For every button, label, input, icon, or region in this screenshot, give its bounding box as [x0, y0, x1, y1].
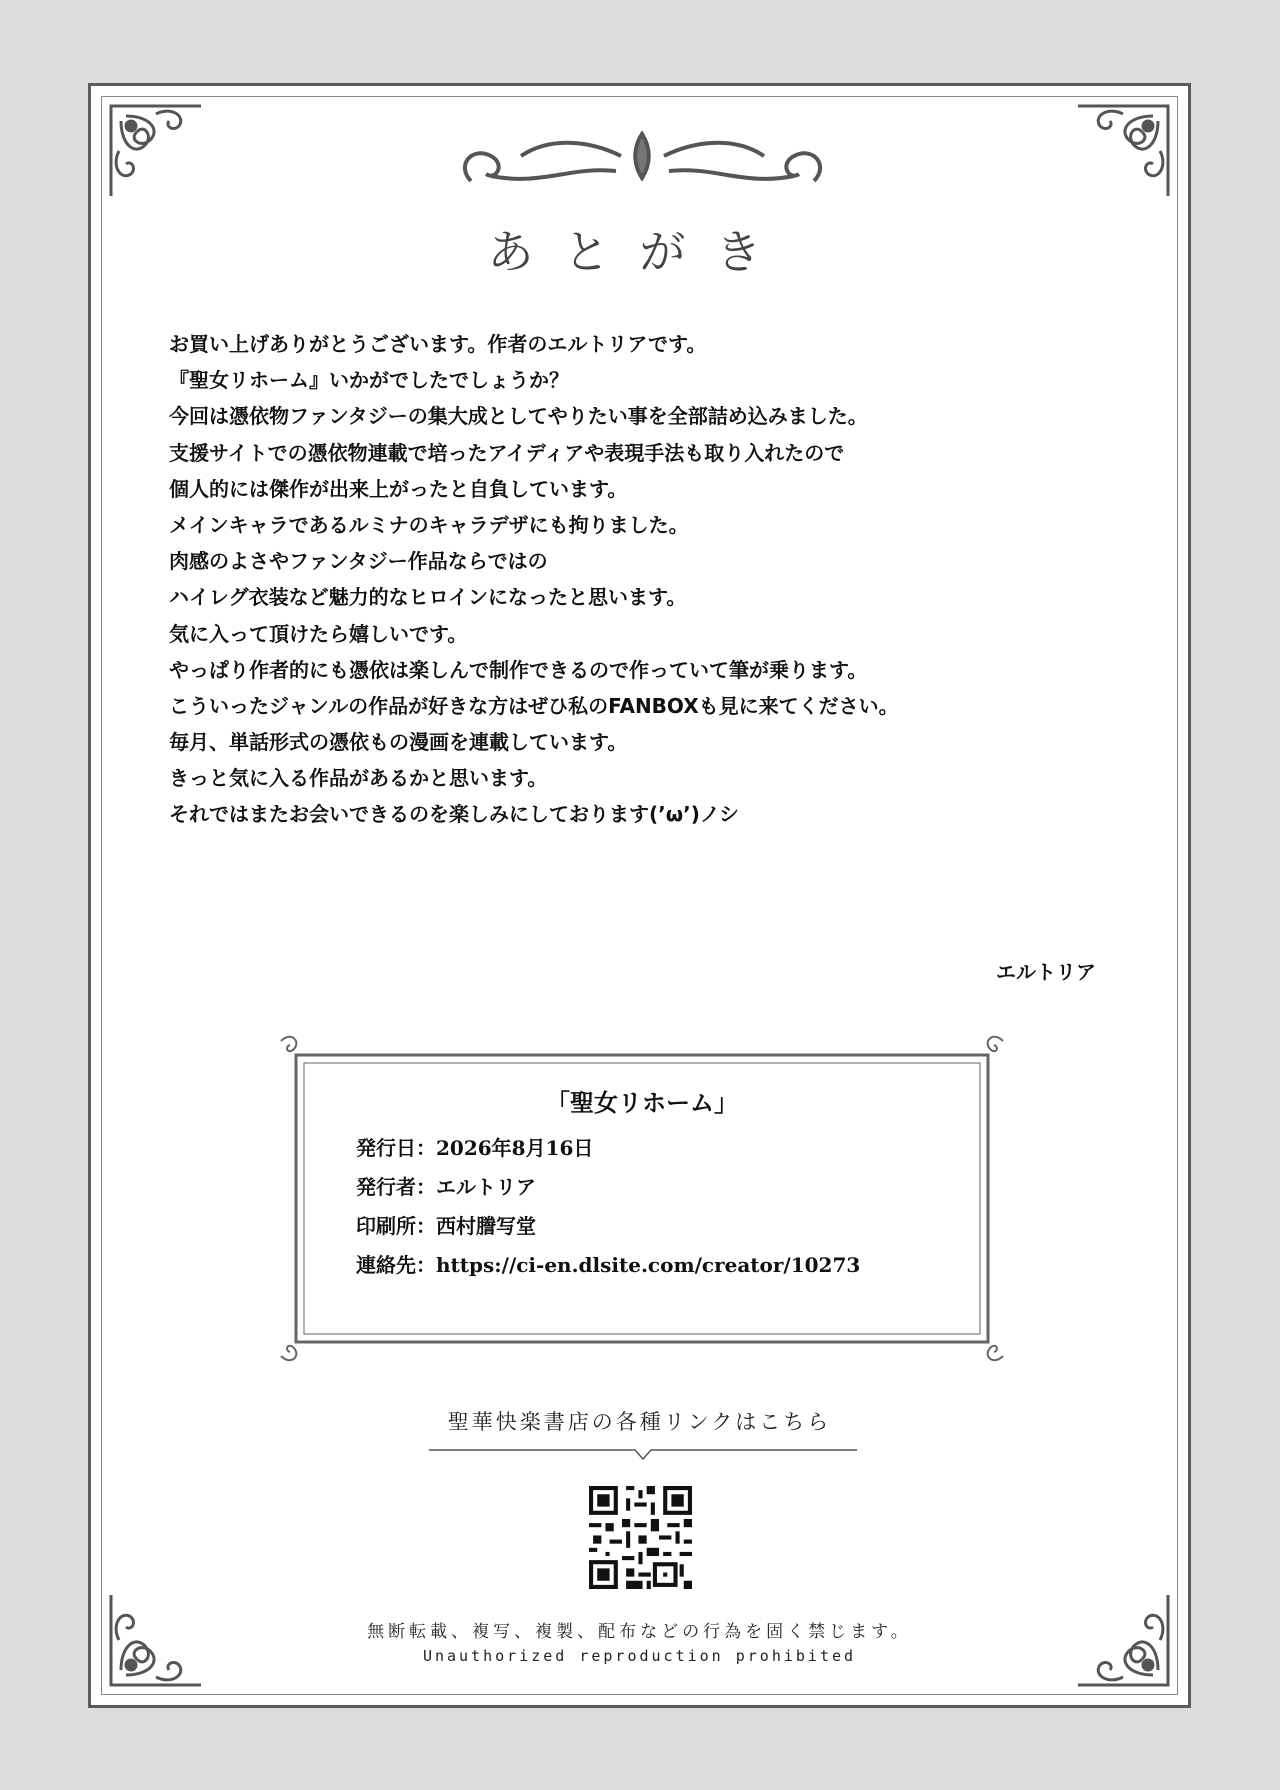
body-line: 毎月、単話形式の憑依もの漫画を連載しています。: [169, 730, 628, 755]
title-ornament-icon: [451, 126, 834, 196]
body-line: ハイレグ衣装など魅力的なヒロインになったと思います。: [169, 585, 687, 610]
printer: 印刷所：西村謄写堂: [356, 1214, 536, 1238]
body-line: 支援サイトでの憑依物連載で培ったアイディアや表現手法も取り入れたので: [169, 440, 845, 465]
body-line: やっぱり作者的にも憑依は楽しんで制作できるので作っていて筆が乗ります。: [169, 657, 868, 682]
body-line: きっと気に入る作品があるかと思います。: [169, 766, 548, 791]
corner-ornament-icon: [101, 96, 211, 206]
body-line: 気に入って頂けたら嬉しいです。: [169, 621, 468, 646]
publisher: 発行者：エルトリア: [356, 1175, 536, 1199]
afterword-page: [88, 83, 1191, 1708]
copyright-notice-en: Unauthorized reproduction prohibited: [422, 1647, 857, 1665]
body-line: 肉感のよさやファンタジー作品ならではの: [169, 549, 548, 574]
contact: 連絡先：https://ci-en.dlsite.com/creator/10273: [356, 1253, 861, 1277]
body-line: メインキャラであるルミナのキャラデザにも拘りました。: [169, 512, 689, 537]
colophon-box: [276, 1031, 1008, 1366]
colophon-rows: [356, 1129, 860, 1285]
body-line: それではまたお会いできるのを楽しみにしております(’ω’)ノシ: [169, 802, 740, 827]
copyright-notice-jp: 無断転載、複写、複製、配布などの行為を固く禁じます。: [367, 1622, 912, 1642]
body-line: 今回は憑依物ファンタジーの集大成としてやりたい事を全部詰め込みました。: [169, 404, 868, 429]
publish-date: 発行日：2026年8月16日: [356, 1136, 594, 1160]
body-line: お買い上げありがとうございます。作者のエルトリアです。: [169, 332, 707, 356]
colophon-title: 「聖女リホーム」: [546, 1088, 738, 1117]
body-line: 個人的には傑作が出来上がったと自負しています。: [169, 476, 628, 501]
afterword-body: [169, 326, 1069, 833]
caption-underline: [429, 1446, 857, 1462]
links-caption: 聖華快楽書店の各種リンクはこちら: [447, 1410, 832, 1434]
body-line: こういったジャンルの作品が好きな方はぜひ私のFANBOXも見に来てください。: [169, 693, 899, 718]
author-signature: エルトリア: [996, 960, 1096, 984]
page-title: あとがき: [487, 225, 792, 279]
corner-ornament-icon: [1068, 96, 1178, 206]
qr-code-icon[interactable]: [589, 1486, 692, 1589]
body-line: 『聖女リホーム』いかがでしたでしょうか？: [169, 368, 569, 393]
